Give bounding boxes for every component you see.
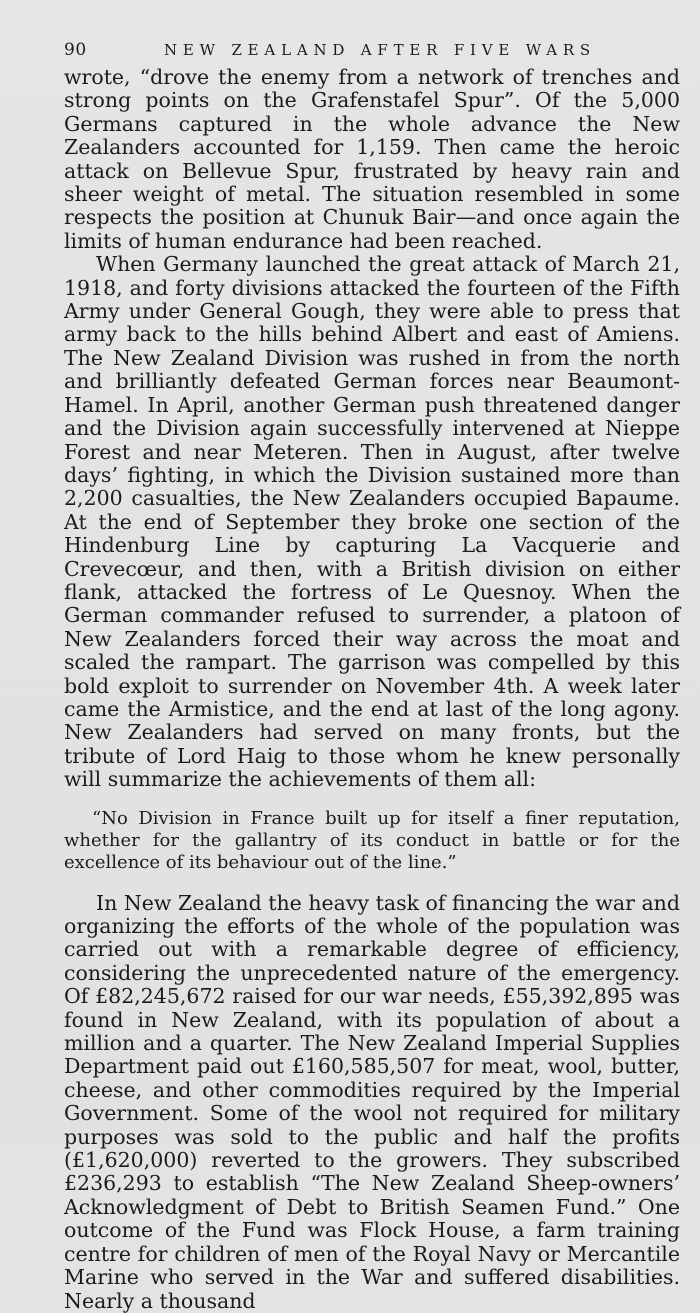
paragraph-financing: In New Zealand the heavy task of financing the war and organizing the efforts of the whole of the population was carried out with a remarkable degree of efficiency, considering the unprecedented nature of the emergency. Of £82,245,672 raised for our war needs, £55,392,895 was found in New Zealand, with its population of about a million and a quarter. The New Zealand Imperial Supplies Department paid out £160,585,507 for meat, wool, butter, cheese, and other commodities required by the Imperial Government. Some of the wool not required for military purposes was sold to the public and half the profits (£1,620,000) reverted to the growers. They subscribed £236,293 to establish “The New Zealand Sheep-owners’ Acknowledgment of Debt to British Seamen Fund.” One outcome of the Fund was Flock House, a farm training centre for children of men of the Royal Navy or Mercantile Marine who served in the War and suffered disabilities. Nearly a thousand <box>64 890 680 1313</box>
page-number: 90 <box>64 40 87 60</box>
paragraph-continued: wrote, “drove the enemy from a network of trenches and strong points on the Grafenstafel Spur”. Of the 5,000 Germans captured in the whole advance the New Zealanders accounted for 1,159. Then came the heroic attack on Bellevue Spur, frustrated by heavy rain and sheer weight of metal. The situation resembled in some respects the position at Chunuk Bair—and once again the limits of human endurance had been reached. <box>64 65 680 253</box>
running-head: NEW ZEALAND AFTER FIVE WARS <box>164 41 596 59</box>
body-text <box>64 66 680 1313</box>
page-header <box>64 38 680 62</box>
block-quote: “No Division in France built up for itself a finer reputation, whether for the gallantry of its conduct in battle or for the excellence of its behaviour out of the line.” <box>64 807 680 873</box>
paragraph-german-attack: When Germany launched the great attack of March 21, 1918, and forty divisions attacked the fourteen of the Fifth Army under General Gough, they were able to press that army back to the hills behind Albert and east of Amiens. The New Zealand Division was rushed in from the north and brilliantly defeated German forces near Beaumont-Hamel. In April, another German push threatened danger and the Division again successfully intervened at Nieppe Forest and near Meteren. Then in August, after twelve days’ fighting, in which the Division sustained more than 2,200 casualties, the New Zealanders occupied Bapaume. At the end of September they broke one section of the Hindenburg Line by capturing La Vacquerie and Crevecœur, and then, with a British division on either flank, attacked the fortress of Le Quesnoy. When the German commander refused to surrender, a platoon of New Zealanders forced their way across the moat and scaled the rampart. The garrison was compelled by this bold exploit to surrender on November 4th. A week later came the Armistice, and the end at last of the long agony. New Zealanders had served on many fronts, but the tribute of Lord Haig to those whom he knew personally will summarize the achievements of them all: <box>64 252 680 792</box>
